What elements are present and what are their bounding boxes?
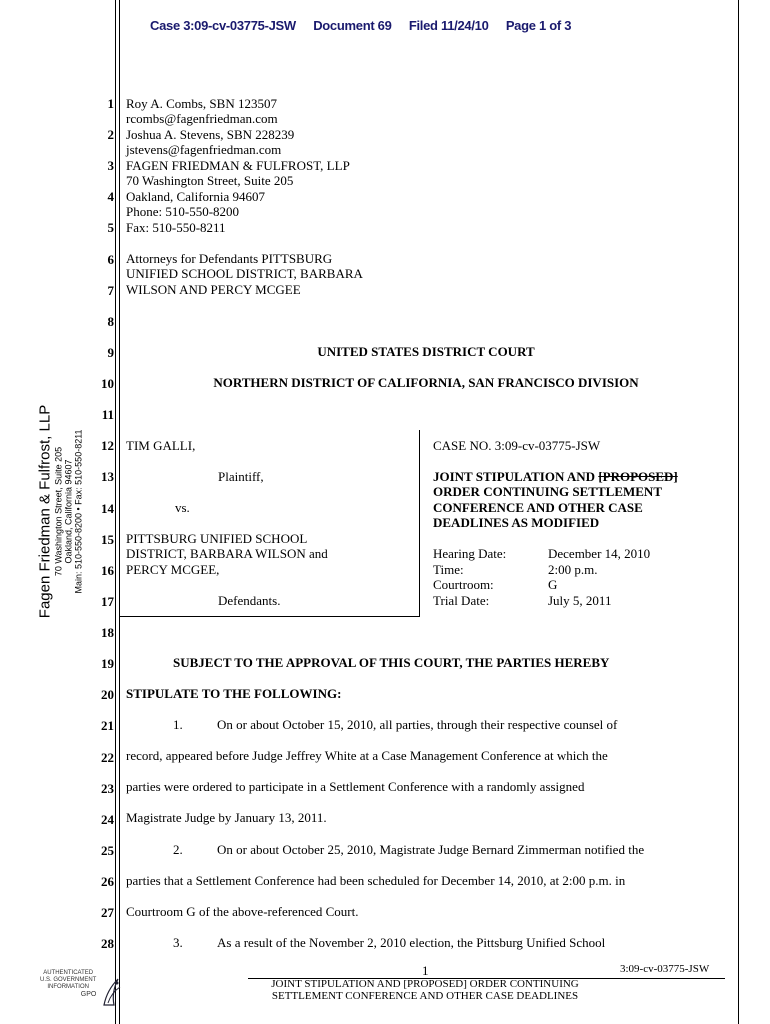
paragraph-line: parties that a Settlement Conference had been scheduled for December 14, 2010, at 2:00 p.m. in [126,873,626,888]
hearing-value: G [548,577,558,592]
paragraph-number: 3. [173,935,183,950]
counsel-line: Phone: 510-550-8200 [126,204,240,219]
paragraph-line: On or about October 25, 2010, Magistrate Judge Bernard Zimmerman notified the [217,842,645,857]
line-number: 4 [107,189,114,205]
document-title-line [433,515,599,531]
seal-text: U.S. GOVERNMENT [40,977,97,983]
hearing-label: Courtroom: [433,577,494,592]
line-number: 11 [101,407,114,423]
plaintiff-label: Plaintiff, [218,469,264,484]
firm-address2: Oakland, California 94607 [63,459,74,564]
line-number: 1 [107,96,114,111]
hearing-value: July 5, 2011 [548,593,612,608]
hearing-value: December 14, 2010 [548,546,651,561]
title-part: JOINT STIPULATION AND [433,469,599,484]
line-number: 28 [101,936,114,952]
counsel-line: Fax: 510-550-8211 [126,220,226,235]
line-number: 14 [101,500,114,516]
firm-phones: Main: 510-550-8200 • Fax: 510-550-8211 [73,429,84,594]
right-margin-rule [738,0,739,1024]
plaintiff-name: TIM GALLI, [126,438,196,453]
line-number: 21 [101,718,114,734]
header-page: Page 1 of 3 [505,18,572,33]
paragraph-line: parties were ordered to participate in a Settlement Conference with a randomly assigned [126,779,585,794]
line-number: 22 [101,749,114,765]
hearing-label: Trial Date: [433,593,490,608]
hearing-label: Time: [433,562,464,577]
line-number: 5 [107,220,114,236]
header-document: Document 69 [313,18,392,33]
line-number: 27 [101,905,114,921]
defendant-line: PERCY MCGEE, [126,562,220,577]
counsel-line: rcombs@fagenfriedman.com [126,111,278,126]
footer-case-number: 3:09-cv-03775-JSW [620,963,710,975]
line-number: 8 [107,313,114,329]
paragraph-line: On or about October 15, 2010, all parties, through their respective counsel of [217,717,618,732]
court-district: NORTHERN DISTRICT OF CALIFORNIA, SAN FRANCISCO DIVISION [213,375,639,390]
line-number: 9 [107,344,114,360]
attorneys-for-line: WILSON AND PERCY MCGEE [126,282,301,297]
eagle-icon [100,975,124,1009]
defendant-line: PITTSBURG UNIFIED SCHOOL [126,531,308,546]
seal-text: AUTHENTICATED [43,970,94,976]
line-number: 18 [101,625,114,641]
line-number: 2 [107,127,114,143]
defendants-label: Defendants. [218,593,281,608]
header-case: Case 3:09-cv-03775-JSW [150,18,296,33]
title-strikethrough: [PROPOSED] [598,469,678,484]
paragraph-line: record, appeared before Judge Jeffrey White at a Case Management Conference at which the [126,748,608,763]
line-number: 7 [107,282,114,298]
document-title-line: CONFERENCE AND OTHER CASE [433,500,643,515]
line-number: 13 [101,469,114,485]
line-number: 6 [107,251,114,267]
left-margin-rule [115,0,116,1024]
intro-line: SUBJECT TO THE APPROVAL OF THIS COURT, THE PARTIES HEREBY [173,655,610,670]
counsel-line: FAGEN FRIEDMAN & FULFROST, LLP [126,158,350,173]
document-title [433,469,678,485]
line-number: 19 [101,656,114,672]
line-number: 12 [101,438,114,454]
document-title-line: ORDER CONTINUING SETTLEMENT [433,484,662,499]
footer-title: JOINT STIPULATION AND [PROPOSED] ORDER CONTINUING [271,978,579,990]
seal-text: INFORMATION [47,984,89,990]
counsel-line: Joshua A. Stevens, SBN 228239 [126,127,295,142]
ecf-header [150,18,585,33]
line-number: 3 [107,158,114,174]
caption-bottom-rule [120,616,420,617]
paragraph-line: Magistrate Judge by January 13, 2011. [126,810,327,825]
firm-sidebar [37,382,84,642]
counsel-line: jstevens@fagenfriedman.com [126,142,282,157]
counsel-line: Oakland, California 94607 [126,189,265,204]
left-margin-rule-inner [119,0,120,1024]
counsel-line: 70 Washington Street, Suite 205 [126,173,294,188]
line-number: 10 [101,376,114,392]
hearing-value: 2:00 p.m. [548,562,598,577]
attorneys-for-line: UNIFIED SCHOOL DISTRICT, BARBARA [126,266,363,281]
footer-title: SETTLEMENT CONFERENCE AND OTHER CASE DEADLINES [271,990,579,1002]
defendant-line: DISTRICT, BARBARA WILSON and [126,546,328,561]
paragraph-number: 1. [173,717,183,732]
line-number: 15 [101,531,114,547]
footer-page-number: 1 [422,963,429,978]
paragraph-number: 2. [173,842,183,857]
case-number: CASE NO. 3:09-cv-03775-JSW [433,438,601,453]
firm-name: Fagen Friedman & Fulfrost, LLP [36,404,54,619]
caption-divider [419,430,420,616]
line-number: 20 [101,687,114,703]
versus: vs. [175,500,190,515]
line-number: 16 [101,562,114,578]
paragraph-line: Courtroom G of the above-referenced Court. [126,904,359,919]
court-name: UNITED STATES DISTRICT COURT [317,344,535,359]
gpo-authentication-seal [40,970,96,998]
counsel-line: Roy A. Combs, SBN 123507 [126,96,277,111]
line-number: 23 [101,780,114,796]
attorneys-for-line: Attorneys for Defendants PITTSBURG [126,251,333,266]
line-number: 17 [101,593,114,609]
line-number: 24 [101,811,114,827]
firm-address1: 70 Washington Street, Suite 205 [53,446,64,577]
paragraph-line: As a result of the November 2, 2010 election, the Pittsburg Unified School [217,935,606,950]
seal-gpo: GPO [80,991,97,998]
line-number: 25 [101,842,114,858]
title-part: DEADLINES [433,515,509,530]
line-number: 26 [101,874,114,889]
title-modification: AS MODIFIED [508,515,600,530]
hearing-label: Hearing Date: [433,546,507,561]
header-filed: Filed 11/24/10 [408,18,489,33]
intro-line: STIPULATE TO THE FOLLOWING: [126,686,342,701]
